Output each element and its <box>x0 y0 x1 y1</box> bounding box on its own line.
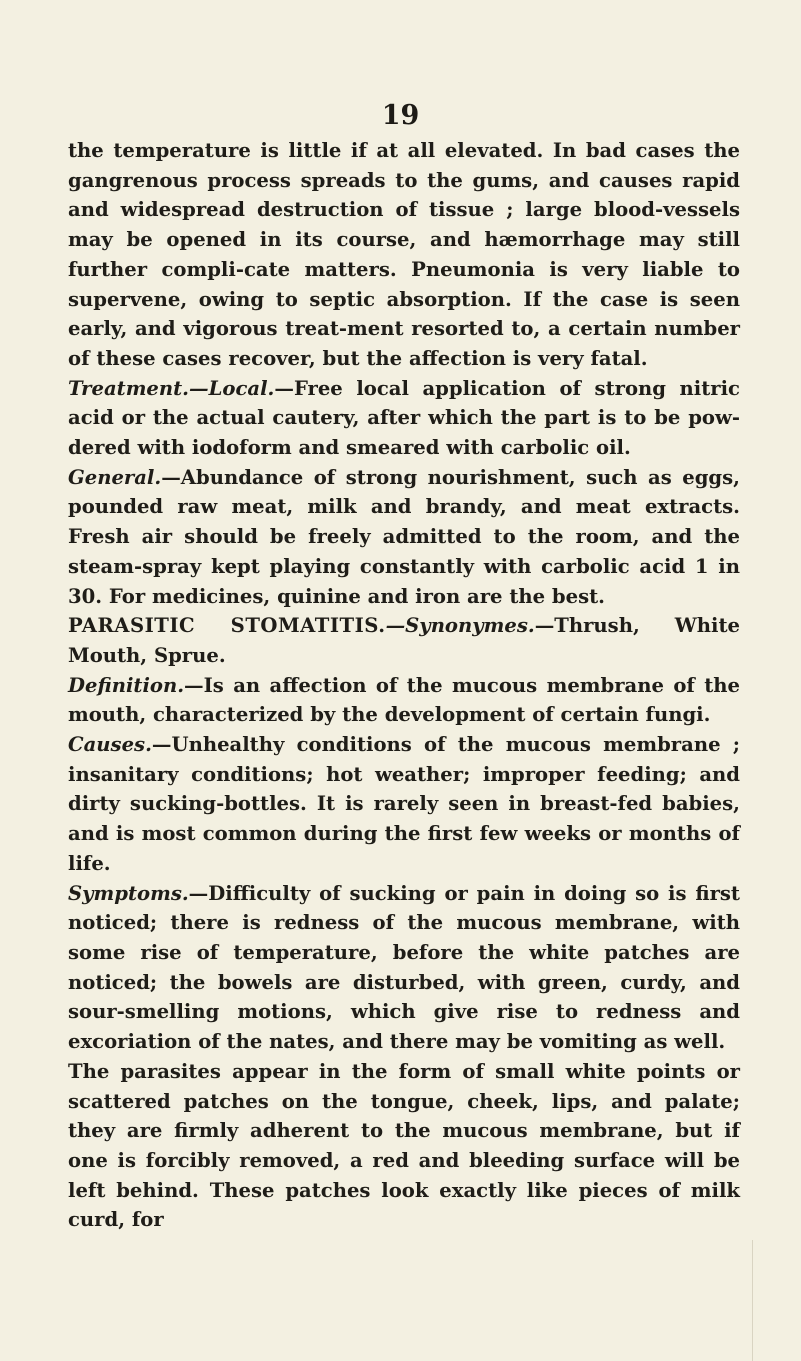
paragraph-gangrenous-stomatitis-end: the temperature is little if at all elevated. In bad cases the gangrenous process spreads to the gums, and causes rapid and widespread destruction of tissue ; large blood-vessels may be opened in its course, and hæmorrhage may still further compli-cate matters. Pneumonia is very liable to supervene, owing to septic absorption. If the case is seen early, and vigorous treat-ment resorted to, a certain number of these cases recover, but the affection is very fatal. <box>68 139 740 370</box>
page-number: 19 <box>381 100 420 131</box>
paragraph-treatment-general <box>68 463 740 612</box>
page-edge-line <box>752 1240 753 1361</box>
paragraph-parasites: The parasites appear in the form of small white points or scattered patches on the tongue, cheek, lips, and palate; they are firmly adherent to the mucous membrane, but if one is forcibly removed, a red and bleeding surface will be left behind. These patches look exactly like pieces of milk curd, for <box>68 1059 740 1232</box>
paragraph-symptoms <box>68 879 740 1057</box>
general-text: —Abundance of strong nourishment, such as eggs, pounded raw meat, milk and brandy, and meat extracts. Fresh air should be freely admitted to the room, and the steam-spray kept playing constantly with carbolic acid 1 in 30. For medicines, quinine and iron are the best. <box>68 465 740 608</box>
general-label: General. <box>68 465 162 489</box>
synonymes-text: —Thrush, White Mouth, Sprue. <box>68 614 741 667</box>
definition-label: Definition. <box>68 673 185 697</box>
paragraph-definition <box>68 671 740 730</box>
treatment-label: Treatment.—Local. <box>68 376 275 400</box>
paragraph-parasitic-stomatitis <box>68 611 740 670</box>
synonymes-label: —Synonymes. <box>385 614 535 638</box>
definition-text: —Is an affection of the mucous membrane of the mouth, characterized by the development of certain fungi. <box>68 673 740 727</box>
symptoms-label: Symptoms. <box>68 881 189 905</box>
paragraph-causes <box>68 730 740 879</box>
section-heading: PARASITIC STOMATITIS. <box>68 614 386 638</box>
causes-label: Causes. <box>68 733 152 757</box>
paragraph-treatment-local <box>68 374 740 463</box>
treatment-text: —Free local application of strong nitric acid or the actual cautery, after which the part is to be pow-dered with iodoform and smeared with carbolic oil. <box>68 376 740 460</box>
symptoms-text: —Difficulty of sucking or pain in doing so is first noticed; there is redness of the mucous membrane, with some rise of temperature, before the white patches are noticed; the bowels are disturbed, with green, curdy, and sour-smelling motions, which give rise to redness and excoriation of the nates, and there may be vomiting as well. <box>68 881 740 1054</box>
body-text <box>68 136 740 1235</box>
causes-text: —Unhealthy conditions of the mucous membrane ; insanitary conditions; hot weather; improper feeding; and dirty sucking-bottles. It is rarely seen in breast-fed babies, and is most common during the first few weeks or months of life. <box>68 733 740 875</box>
